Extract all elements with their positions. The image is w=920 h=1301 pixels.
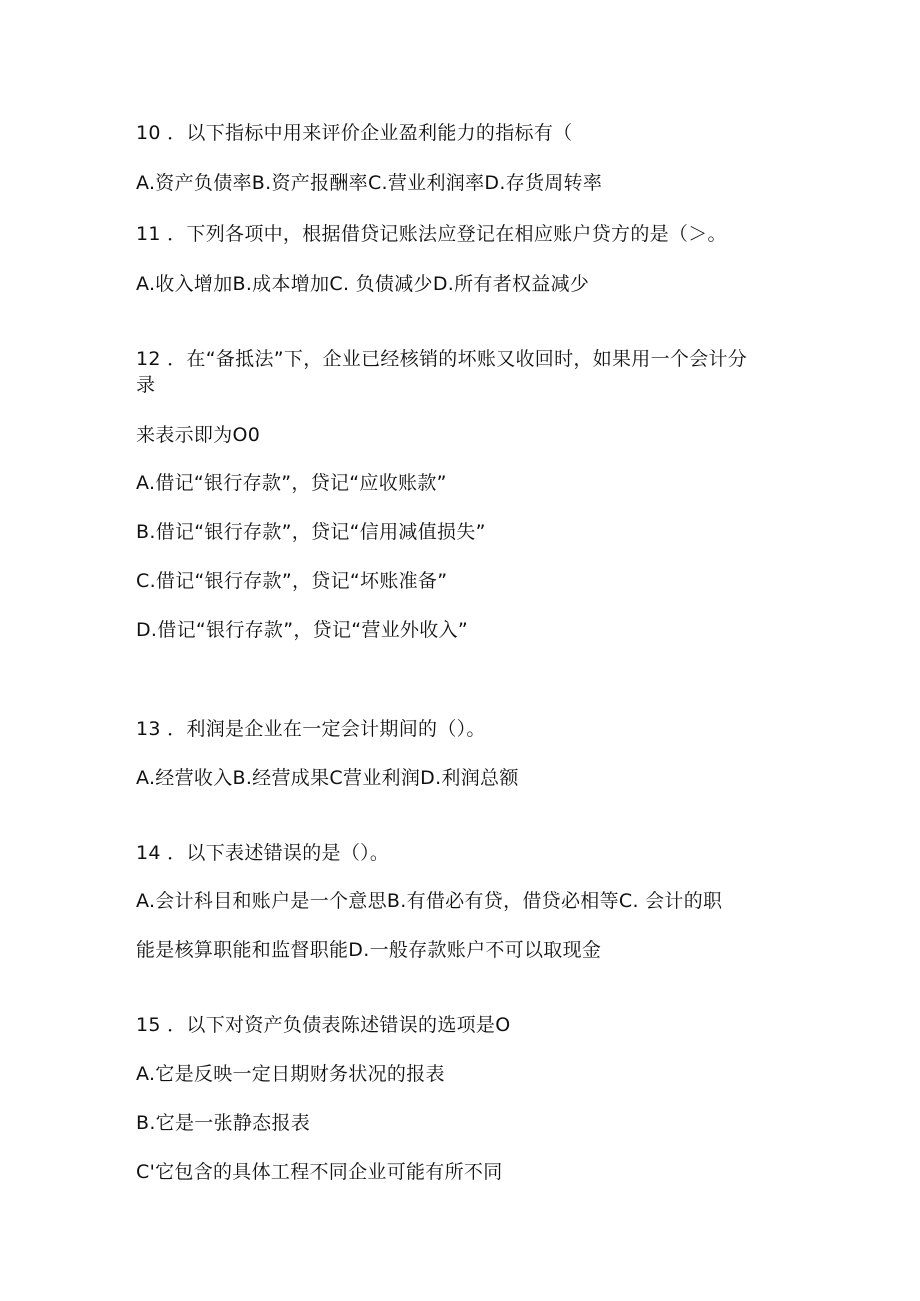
question-12-option-b: B.借记“银行存款”，贷记“信用减值损失” bbox=[136, 521, 486, 543]
question-10-stem: 10 ．以下指标中用来评价企业盈利能力的指标有（ bbox=[136, 122, 573, 144]
question-10-options: A.资产负债率B.资产报酬率C.营业利润率D.存货周转率 bbox=[136, 172, 603, 194]
question-12-option-c: C.借记“银行存款”，贷记“坏账准备” bbox=[136, 570, 448, 592]
question-12-stem-line1: 12 ．在“备抵法”下，企业已经核销的坏账又收回时，如果用一个会计分 bbox=[136, 348, 748, 370]
question-12-stem-line3: 来表示即为O0 bbox=[136, 424, 261, 446]
question-11-stem: 11 ．下列各项中，根据借贷记账法应登记在相应账户贷方的是（＞。 bbox=[136, 223, 727, 245]
question-14-stem: 14 ．以下表述错误的是（）。 bbox=[136, 842, 390, 864]
question-12-option-d: D.借记“银行存款”，贷记“营业外收入” bbox=[136, 619, 469, 641]
question-11-options: A.收入增加B.成本增加C. 负债减少D.所有者权益减少 bbox=[136, 273, 590, 295]
question-14-options-line2: 能是核算职能和监督职能D.一般存款账户不可以取现金 bbox=[136, 939, 602, 961]
question-15-stem: 15 ．以下对资产负债表陈述错误的选项是O bbox=[136, 1014, 511, 1036]
question-12-option-a: A.借记“银行存款”，贷记“应收账款” bbox=[136, 472, 447, 494]
question-15-option-a: A.它是反映一定日期财务状况的报表 bbox=[136, 1063, 445, 1085]
question-14-options-line1: A.会计科目和账户是一个意思B.有借必有贷，借贷必相等C. 会计的职 bbox=[136, 890, 723, 912]
question-13-options: A.经营收入B.经营成果C营业利润D.利润总额 bbox=[136, 767, 519, 789]
question-15-option-c: C'它包含的具体工程不同企业可能有所不同 bbox=[136, 1161, 503, 1183]
question-13-stem: 13 ．利润是企业在一定会计期间的（）。 bbox=[136, 718, 486, 740]
question-12-stem-line2: 录 bbox=[136, 374, 156, 396]
question-15-option-b: B.它是一张静态报表 bbox=[136, 1112, 311, 1134]
